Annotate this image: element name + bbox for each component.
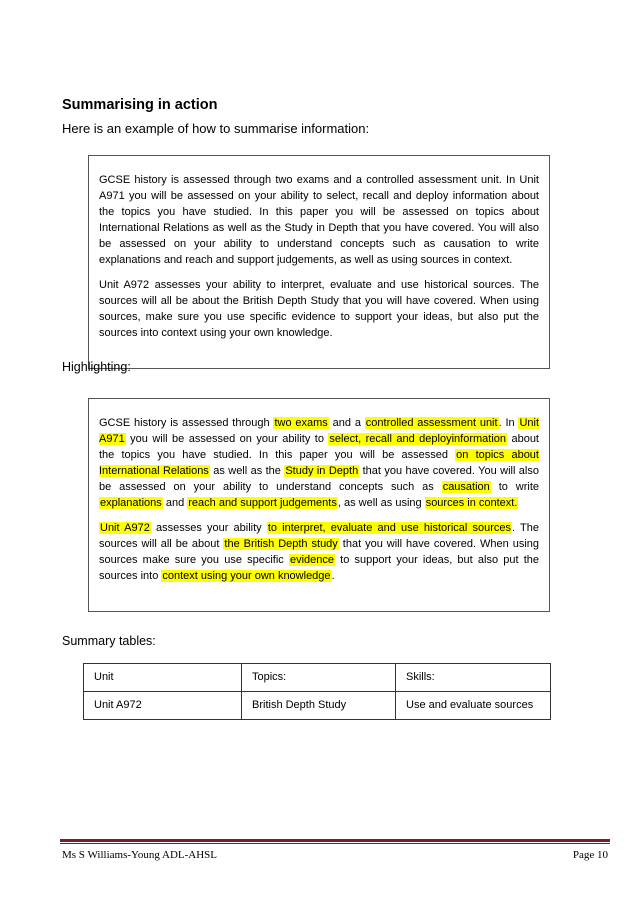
example-text-box: [88, 155, 550, 369]
highlighted-text-box: [88, 398, 550, 612]
footer-rule-thin: [60, 843, 610, 844]
text-segment: GCSE history is assessed through: [99, 417, 274, 429]
text-segment: . The sources will all be about: [99, 522, 539, 551]
text-segment: and a: [328, 417, 365, 429]
example-paragraph-2: Unit A972 assesses your ability to interpret, evaluate and use historical sources. The sources will all be about the British Depth Study that you will have covered. When using sources, make sure you use specific evidence to support your ideas, but also put the sources into context using your own knowledge.: [99, 279, 539, 340]
highlighted-phrase: Unit A972: [100, 522, 150, 535]
table-cell: British Depth Study: [242, 692, 396, 720]
highlighted-paragraph-2: [99, 521, 539, 585]
text-segment: and: [162, 496, 188, 509]
highlighted-phrase: to interpret, evaluate and use historical sources: [267, 522, 512, 535]
highlighted-phrase: two exams: [274, 417, 328, 429]
table-cell: Unit: [84, 664, 242, 692]
example-paragraph-1: GCSE history is assessed through two exams and a controlled assessment unit. In Unit A971 you will be assessed on your ability to select, recall and deploy information about the topics you have studied. In this paper you will be assessed on topics about International Relations as well as the Study in Depth that you have covered. You will also be assessed on your ability to understand concepts such as causation to write explanations and reach and support judgements, as well as using sources in context.: [99, 174, 539, 266]
text-segment: assesses your ability: [150, 522, 267, 535]
text-segment: about the topics you have studied. In this paper you will be assessed: [99, 432, 539, 461]
section-intro: Here is an example of how to summarise information:: [62, 121, 370, 136]
text-segment: as well as the: [209, 464, 285, 477]
highlighted-phrase: explanations: [100, 496, 162, 509]
highlighted-phrase: evidence: [289, 554, 334, 567]
footer-rule-thick: [60, 839, 610, 842]
table-cell: Unit A972: [84, 692, 242, 720]
text-segment: .: [331, 570, 335, 583]
highlighted-phrase: controlled assessment unit: [365, 417, 498, 429]
text-segment: to write: [490, 480, 540, 493]
highlighting-label: Highlighting:: [62, 360, 131, 374]
highlighted-phrase: context using your own knowledge: [162, 570, 331, 583]
text-segment: , as well as using: [337, 496, 425, 509]
table-cell: Skills:: [396, 664, 551, 692]
highlighted-phrase: sources in context.: [425, 496, 518, 509]
text-segment: . In: [498, 417, 519, 429]
table-header-row: [84, 664, 551, 692]
text-segment: to support your ideas, but also put the sources into: [99, 554, 539, 583]
footer-author: Ms S Williams-Young ADL-AHSL: [62, 849, 218, 861]
highlighted-phrase: causation: [442, 480, 490, 493]
summary-tables-label: Summary tables:: [62, 634, 156, 648]
summary-table: [83, 663, 551, 720]
table-row: [84, 692, 551, 720]
section-title: Summarising in action: [62, 97, 218, 113]
highlighted-phrase: select, recall and deployinformation: [329, 432, 507, 445]
table-cell: Topics:: [242, 664, 396, 692]
highlighted-phrase: reach and support judgements: [188, 496, 337, 509]
page-number: Page 10: [572, 849, 608, 861]
highlighted-phrase: Unit A971: [99, 417, 540, 445]
highlighted-phrase: the British Depth study: [224, 538, 338, 551]
text-segment: that you will have covered. When using sources make sure you use specific: [99, 538, 540, 567]
highlighted-paragraph-1: [99, 416, 539, 511]
table-cell: Use and evaluate sources: [396, 692, 551, 720]
highlighted-phrase: Study in Depth: [285, 464, 359, 477]
text-segment: that you have covered. You will also be assessed on your ability to understand concepts such as: [99, 464, 539, 493]
highlighted-phrase: on topics about International Relations: [99, 448, 539, 477]
text-segment: you will be assessed on your ability to: [125, 432, 329, 445]
